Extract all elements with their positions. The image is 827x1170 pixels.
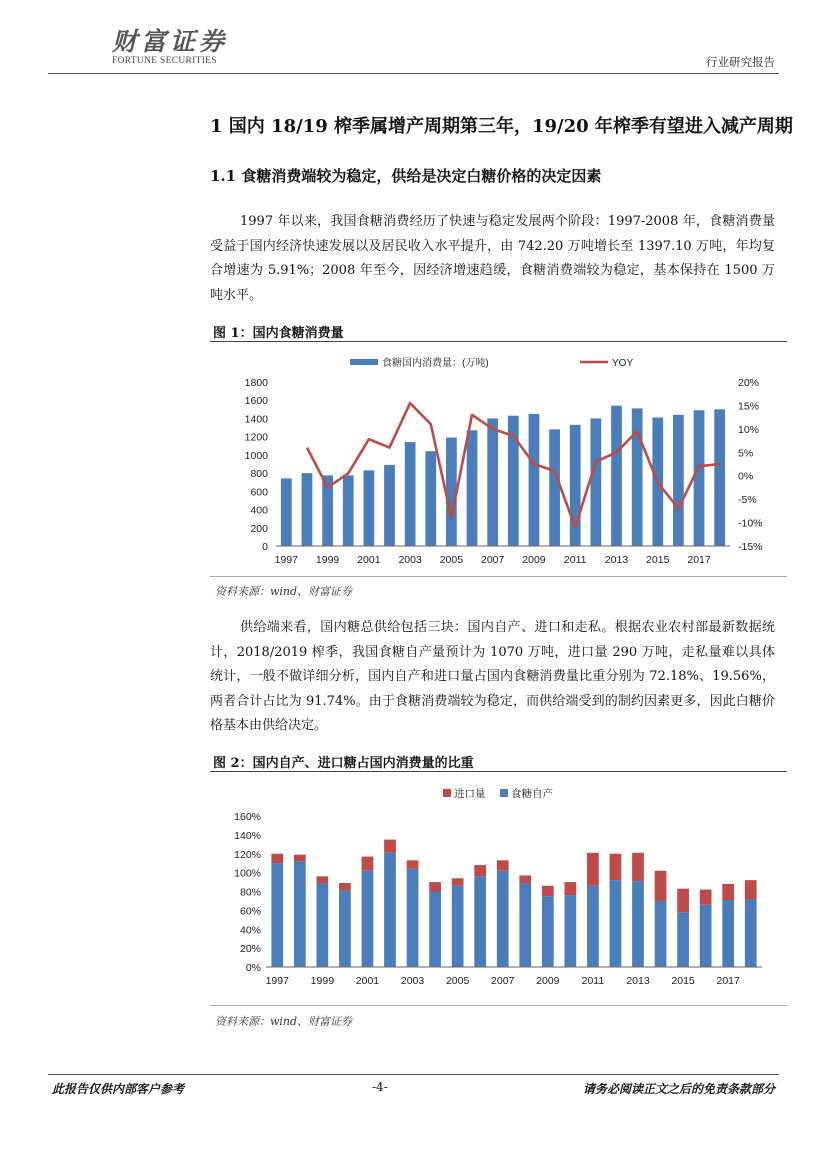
import-bar-2010: [565, 882, 577, 895]
y-left-tick-label: 800: [250, 468, 268, 481]
legend-label-yoy: YOY: [612, 358, 634, 369]
y-right-tick-label: 20%: [738, 377, 760, 389]
x-tick-label: 1999: [310, 975, 335, 987]
consumption-bar-2014: [632, 408, 643, 546]
domestic-bar-2004: [429, 892, 441, 968]
import-bar-2007: [497, 860, 509, 870]
consumption-bar-2006: [467, 430, 478, 546]
x-tick-label: 2015: [671, 975, 695, 987]
company-logo: [112, 22, 232, 66]
import-bar-2002: [384, 840, 396, 853]
x-tick-label: 2005: [445, 975, 470, 987]
y-left-tick-label: 1400: [244, 413, 268, 426]
y-tick-label: 0%: [245, 962, 261, 974]
footer-disclaimer-right: 请务必阅读正文之后的免责条款部分: [582, 1082, 775, 1096]
footer-disclaimer-left: 此报告仅供内部客户参考: [52, 1082, 185, 1096]
consumption-bar-2018: [714, 409, 725, 546]
consumption-bar-2009: [529, 414, 540, 546]
domestic-bar-2016: [700, 905, 712, 967]
x-tick-label: 2013: [604, 554, 629, 566]
domestic-bar-2017: [722, 900, 734, 967]
x-tick-label: 2003: [400, 975, 425, 987]
import-bar-2008: [519, 875, 531, 883]
paragraph-1: 1997 年以来，我国食糖消费经历了快速与稳定发展两个阶段：1997-2008 年，食糖消费量受益于国内经济快速发展以及居民收入水平提升，由 742.20 万吨增长至 1397.10 万吨，年均复合增速为 5.91%；2008 年至今，因经济增速趋缓，食糖消费端较为稳定，基本保持在 1500 万吨水平。: [210, 214, 775, 303]
domestic-bar-2018: [745, 899, 757, 967]
import-bar-2000: [339, 883, 351, 891]
domestic-bar-2014: [655, 901, 667, 967]
figure-2-source: 资料来源：wind、财富证券: [215, 1015, 353, 1028]
consumption-chart: [210, 344, 787, 572]
y-tick-label: 140%: [234, 829, 261, 842]
domestic-bar-2006: [474, 876, 486, 967]
logo-chinese: 财富证券: [112, 27, 229, 56]
figure-2-top-rule: [210, 771, 787, 772]
domestic-bar-2015: [677, 912, 689, 967]
x-tick-label: 2015: [646, 554, 670, 566]
y-tick-label: 60%: [239, 905, 261, 918]
domestic-bar-2009: [542, 896, 554, 967]
x-tick-label: 2013: [626, 975, 650, 987]
import-bar-2013: [632, 853, 644, 881]
x-tick-label: 2017: [716, 975, 740, 987]
x-tick-label: 2007: [491, 975, 515, 987]
domestic-bar-2000: [339, 891, 351, 967]
x-tick-label: 2003: [398, 554, 422, 566]
y-tick-label: 160%: [234, 811, 261, 823]
domestic-bar-2003: [407, 869, 419, 967]
y-left-tick-label: 1000: [244, 449, 268, 462]
y-right-tick-label: 5%: [738, 447, 754, 460]
figure-1-source: 资料来源：wind、财富证券: [215, 585, 353, 598]
y-tick-label: 40%: [239, 924, 261, 937]
domestic-bar-2012: [610, 880, 622, 967]
consumption-bar-2005: [446, 438, 457, 546]
y-right-tick-label: 10%: [738, 423, 760, 436]
x-tick-label: 2017: [687, 554, 711, 566]
domestic-bar-2010: [565, 895, 577, 967]
import-bar-2006: [474, 865, 486, 876]
consumption-bar-2004: [425, 451, 436, 546]
header-divider: [48, 73, 779, 74]
y-left-tick-label: 600: [250, 486, 268, 499]
import-bar-2001: [362, 857, 374, 871]
x-tick-label: 1999: [315, 554, 340, 566]
domestic-bar-1998: [294, 861, 306, 967]
import-bar-2011: [587, 853, 599, 886]
y-right-tick-label: -15%: [738, 541, 763, 553]
x-tick-label: 2007: [481, 554, 505, 566]
y-left-tick-label: 400: [250, 504, 268, 517]
figure-1-top-rule: [210, 341, 787, 342]
section-1-1-title: 1.1 食糖消费端较为稳定，供给是决定白糖价格的决定因素: [210, 167, 602, 185]
domestic-bar-2011: [587, 886, 599, 967]
domestic-bar-1999: [317, 883, 329, 967]
import-bar-2003: [407, 860, 419, 868]
x-tick-label: 2011: [563, 554, 587, 566]
domestic-bar-1997: [271, 863, 283, 967]
legend-swatch-import: [443, 789, 451, 797]
consumption-bar-2016: [673, 415, 684, 546]
x-tick-label: 2001: [355, 975, 380, 987]
logo-english: FORTUNE SECURITIES: [112, 56, 217, 66]
domestic-bar-2002: [384, 853, 396, 967]
y-tick-label: 120%: [234, 848, 261, 861]
y-right-tick-label: -5%: [738, 494, 757, 507]
import-bar-2012: [610, 854, 622, 880]
y-left-tick-label: 1800: [244, 377, 268, 389]
y-right-tick-label: -10%: [738, 517, 763, 530]
consumption-bar-2002: [384, 465, 395, 546]
legend-swatch-domestic: [500, 789, 508, 797]
consumption-bar-2001: [363, 470, 374, 546]
import-bar-2004: [429, 882, 441, 891]
x-tick-label: 2009: [536, 975, 560, 987]
consumption-bar-2003: [405, 442, 416, 546]
y-tick-label: 80%: [239, 886, 261, 899]
y-left-tick-label: 1600: [244, 395, 268, 408]
consumption-bar-2012: [590, 418, 601, 546]
import-bar-1998: [294, 855, 306, 862]
x-tick-label: 2005: [439, 554, 464, 566]
import-bar-2015: [677, 889, 689, 913]
domestic-bar-2013: [632, 881, 644, 967]
y-left-tick-label: 0: [262, 541, 268, 553]
x-tick-label: 1997: [274, 554, 298, 566]
x-tick-label: 2001: [357, 554, 381, 566]
legend-swatch-consumption: [350, 359, 378, 365]
y-left-tick-label: 200: [250, 522, 268, 535]
import-bar-2014: [655, 871, 667, 901]
import-bar-1997: [271, 854, 283, 863]
domestic-bar-2008: [519, 883, 531, 967]
x-tick-label: 1997: [265, 975, 289, 987]
import-bar-1999: [317, 876, 329, 883]
x-tick-label: 2011: [581, 975, 605, 987]
page-number: -4-: [372, 1080, 388, 1094]
y-tick-label: 20%: [239, 943, 261, 956]
import-bar-2017: [722, 884, 734, 900]
import-bar-2009: [542, 886, 554, 896]
import-bar-2016: [700, 890, 712, 905]
footer-divider: [48, 1074, 779, 1075]
consumption-bar-2013: [611, 406, 622, 546]
consumption-bar-2007: [487, 418, 498, 546]
legend-label-consumption: 食糖国内消费量：(万吨): [382, 358, 489, 369]
figure-1-title: 图 1：国内食糖消费量: [213, 326, 344, 341]
y-tick-label: 100%: [234, 867, 261, 880]
legend-label-domestic: 食糖自产: [511, 788, 553, 800]
consumption-bar-2010: [549, 429, 560, 546]
paragraph-2: 供给端来看，国内糖总供给包括三块：国内自产、进口和走私。根据农业农村部最新数据统计，2018/2019 榨季，我国食糖自产量预计为 1070 万吨，进口量 290 万吨，走私量难以具体统计，一般不做详细分析，国内自产和进口量占国内食糖消费量比重分别为 72.18%、19.56%，两者合计占比为 91.74%。由于食糖消费端较为稳定，而供给端受到的制约因素更多，因此白糖价格基本由供给决定。: [210, 620, 775, 733]
legend-label-import: 进口量: [454, 788, 486, 800]
domestic-bar-2007: [497, 871, 509, 967]
consumption-bar-2017: [694, 410, 705, 546]
y-right-tick-label: 0%: [738, 470, 754, 483]
report-type: 行业研究报告: [706, 55, 775, 69]
figure-2-title: 图 2：国内自产、进口糖占国内消费量的比重: [213, 756, 474, 771]
domestic-bar-2001: [362, 871, 374, 967]
consumption-bar-2000: [343, 475, 354, 546]
consumption-bar-1998: [302, 473, 313, 546]
x-tick-label: 2009: [522, 554, 546, 566]
figure-2-bottom-rule: [210, 1005, 787, 1006]
domestic-bar-2005: [452, 886, 464, 967]
y-left-tick-label: 1200: [244, 431, 268, 444]
consumption-bar-1997: [281, 478, 292, 546]
section-1-title: 1 国内 18/19 榨季属增产周期第三年，19/20 年榨季有望进入减产周期: [210, 116, 793, 137]
import-bar-2018: [745, 880, 757, 899]
supply-share-chart: [210, 774, 787, 996]
import-bar-2005: [452, 878, 464, 886]
y-right-tick-label: 15%: [738, 400, 760, 413]
figure-1-bottom-rule: [210, 576, 787, 577]
